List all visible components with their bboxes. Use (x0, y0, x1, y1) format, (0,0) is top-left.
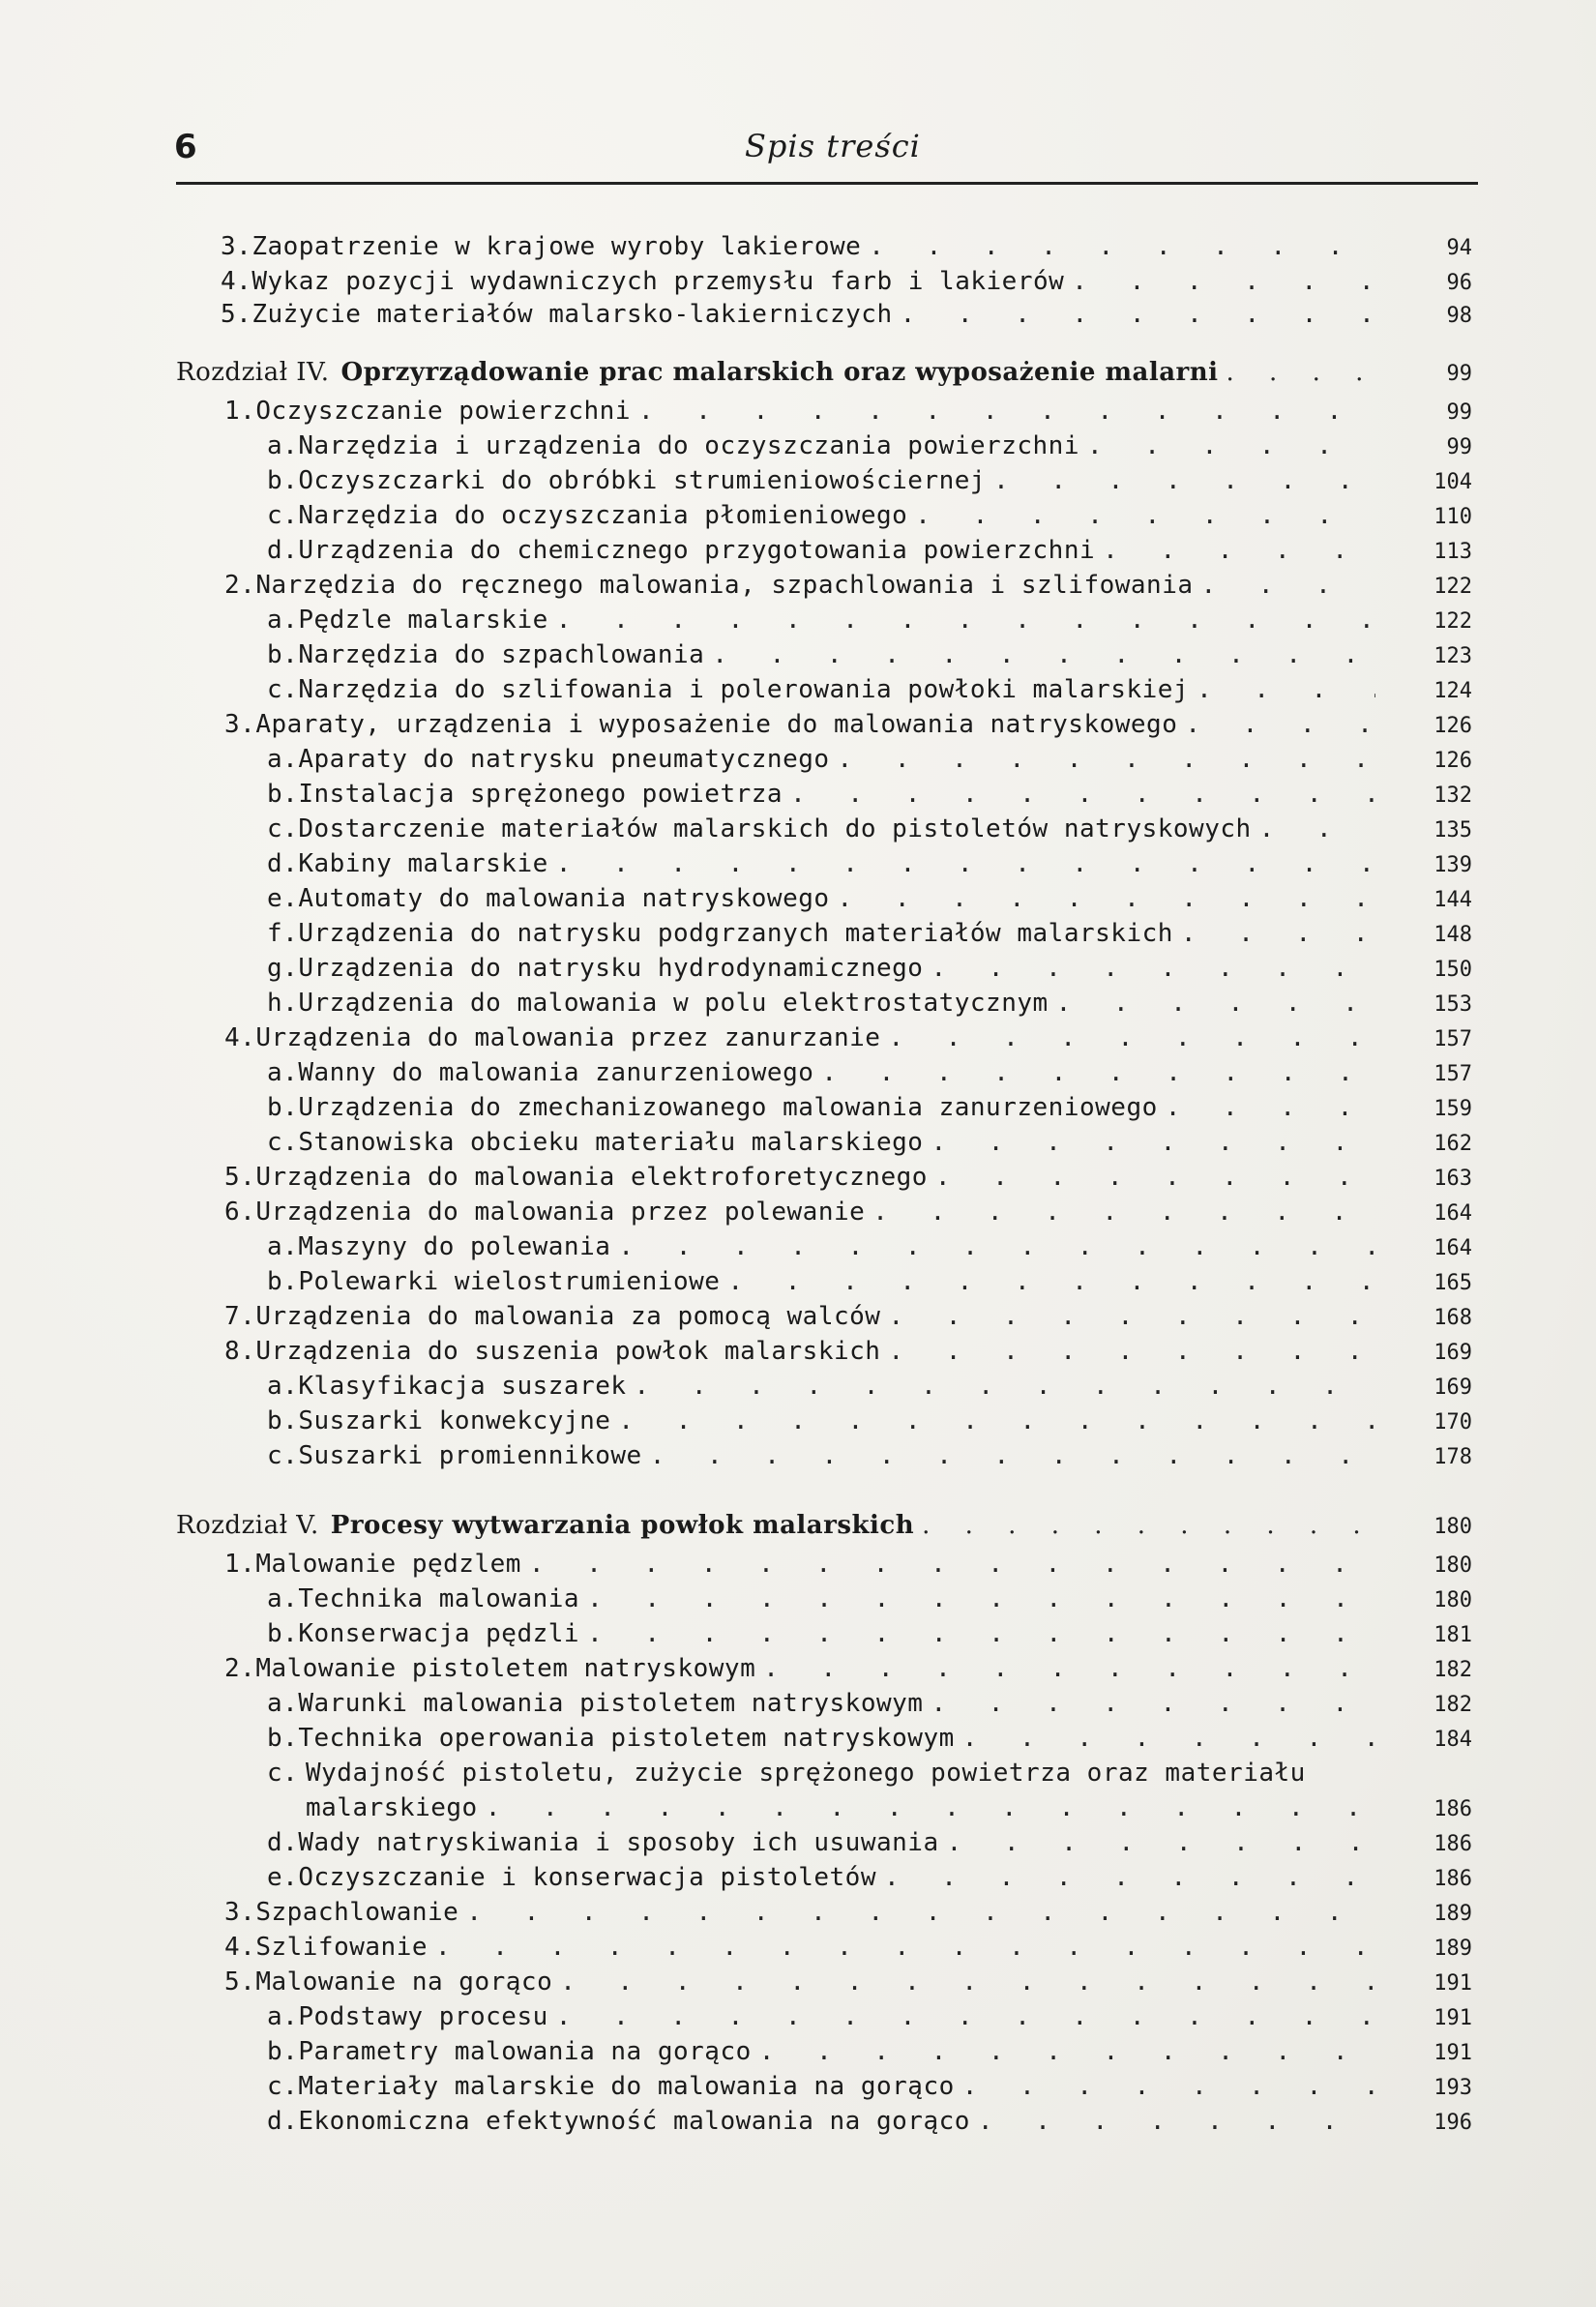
page-ref: 180 (1433, 1515, 1472, 1539)
page-ref: 169 (1433, 1375, 1472, 1400)
page-ref: 104 (1433, 470, 1472, 494)
toc-entry (224, 1337, 1383, 1370)
entry-number: c. (267, 1128, 299, 1157)
leader-dots (821, 1058, 1375, 1087)
entry-label: Urządzenia do suszenia powłok malarskich (255, 1337, 881, 1366)
page-ref: 191 (1433, 2041, 1472, 2065)
toc-entry (221, 267, 1383, 300)
leader-dots (962, 1724, 1375, 1753)
page-ref: 99 (1446, 362, 1472, 386)
leader-dots (869, 232, 1375, 261)
page-ref: 182 (1433, 1658, 1472, 1682)
toc-entry (224, 1163, 1383, 1196)
entry-number: d. (267, 1828, 299, 1857)
page-ref: 181 (1433, 1623, 1472, 1647)
page-ref: 186 (1433, 1867, 1472, 1891)
entry-number: 4. (221, 267, 252, 296)
toc-entry (221, 300, 1383, 333)
entry-number: 3. (224, 710, 256, 739)
page-ref: 180 (1433, 1588, 1472, 1612)
entry-label: Urządzenia do chemicznego przygotowania powierzchni (298, 536, 1096, 565)
entry-label: Szlifowanie (255, 1933, 428, 1962)
page-ref: 132 (1433, 784, 1472, 808)
entry-number: b. (267, 1406, 299, 1435)
entry-number: c. (267, 501, 299, 530)
toc-entry (224, 1898, 1383, 1931)
page-ref: 122 (1433, 575, 1472, 599)
entry-label: Zaopatrzenie w krajowe wyroby lakierowe (251, 232, 862, 261)
toc-entry (224, 1550, 1383, 1582)
toc-entry (267, 1372, 1383, 1405)
page-ref: 169 (1433, 1341, 1472, 1365)
toc-entry (267, 1128, 1383, 1161)
entry-number: 4. (224, 1933, 256, 1962)
page-ref: 110 (1433, 505, 1472, 529)
entry-number: b. (267, 640, 299, 669)
leader-dots (587, 1619, 1375, 1648)
leader-dots (962, 2072, 1375, 2101)
toc-entry (267, 675, 1383, 708)
toc-entry (267, 814, 1383, 847)
leader-dots (1197, 675, 1375, 704)
toc-entry (267, 1759, 1383, 1791)
leader-dots (1259, 814, 1375, 843)
toc-entry (267, 1584, 1383, 1617)
leader-dots (486, 1793, 1375, 1822)
entry-label: Wydajność pistoletu, zużycie sprężonego powietrza oraz materiału (306, 1759, 1306, 1788)
toc-entry (267, 640, 1383, 673)
page-ref: 186 (1433, 1797, 1472, 1821)
entry-number: c. (267, 675, 299, 704)
entry-label: Stanowiska obcieku materiału malarskiego (298, 1128, 924, 1157)
entry-label: Instalacja sprężonego powietrza (298, 780, 783, 809)
entry-label: Oczyszczanie powierzchni (255, 397, 631, 426)
leader-dots (1181, 919, 1375, 948)
leader-dots (618, 1406, 1375, 1435)
toc-entry (267, 1828, 1383, 1861)
page-ref: 126 (1433, 749, 1472, 773)
leader-dots (556, 2002, 1375, 2031)
entry-number: h. (267, 989, 299, 1018)
leader-dots (727, 1267, 1375, 1296)
page-ref: 164 (1433, 1236, 1472, 1260)
entry-number: e. (267, 884, 299, 913)
page-ref: 123 (1433, 644, 1472, 668)
leader-dots (1072, 267, 1375, 296)
leader-dots (1056, 989, 1375, 1018)
leader-dots (638, 397, 1375, 426)
leader-dots (888, 1023, 1375, 1052)
entry-number: 2. (224, 1654, 256, 1683)
leader-dots (838, 884, 1375, 913)
chapter-number: Rozdział IV. (176, 358, 330, 387)
entry-number: b. (267, 780, 299, 809)
leader-dots (1103, 536, 1375, 565)
entry-label: Klasyfikacja suszarek (298, 1372, 627, 1401)
entry-number: 5. (221, 300, 252, 329)
page-ref: 162 (1433, 1132, 1472, 1156)
leader-dots (1166, 1093, 1375, 1122)
leader-dots (435, 1933, 1375, 1962)
entry-number: 1. (224, 397, 256, 426)
entry-label: Konserwacja pędzli (298, 1619, 580, 1648)
leader-dots (993, 466, 1375, 495)
entry-number: e. (267, 1863, 299, 1892)
leader-dots (763, 1654, 1375, 1683)
entry-number: 7. (224, 1302, 256, 1331)
entry-label: Urządzenia do malowania przez polewanie (255, 1198, 866, 1227)
entry-label: Narzędzia do ręcznego malowania, szpachlowania i szlifowania (255, 571, 1194, 600)
leader-dots (650, 1441, 1375, 1470)
page-ref: 150 (1433, 958, 1472, 982)
page-ref: 96 (1446, 271, 1472, 295)
leader-dots (915, 501, 1375, 530)
leader-dots (556, 849, 1375, 878)
entry-number: a. (267, 745, 299, 774)
entry-label: Narzędzia do szpachlowania (298, 640, 705, 669)
page-ref: 189 (1433, 1937, 1472, 1961)
entry-label: Urządzenia do malowania w polu elektrostatycznym (298, 989, 1049, 1018)
entry-label: Malowanie pędzlem (255, 1550, 521, 1579)
leader-dots (888, 1302, 1375, 1331)
leader-dots (1087, 431, 1375, 460)
page-ref: 148 (1433, 923, 1472, 947)
entry-number: b. (267, 1093, 299, 1122)
entry-label: Narzędzia do oczyszczania płomieniowego (298, 501, 908, 530)
toc-entry (267, 1406, 1383, 1439)
leader-dots (635, 1372, 1375, 1401)
entry-number: d. (267, 2107, 299, 2136)
page-ref: 193 (1433, 2076, 1472, 2100)
toc-entry (267, 1619, 1383, 1652)
toc-entry (267, 2072, 1383, 2105)
toc-entry (224, 1302, 1383, 1335)
page-ref: 113 (1433, 540, 1472, 564)
toc-entry (267, 2002, 1383, 2035)
entry-label: Zużycie materiałów malarsko-lakierniczych (251, 300, 893, 329)
entry-number: 2. (224, 571, 256, 600)
page-ref: 94 (1446, 236, 1472, 260)
entry-number: a. (267, 606, 299, 635)
toc-entry (267, 501, 1383, 534)
page-ref: 180 (1433, 1553, 1472, 1578)
entry-number: b. (267, 1724, 299, 1753)
entry-label: Urządzenia do natrysku podgrzanych materiałów malarskich (298, 919, 1173, 948)
page-ref: 191 (1433, 1971, 1472, 1996)
page-ref: 191 (1433, 2006, 1472, 2030)
entry-label: Urządzenia do malowania za pomocą walców (255, 1302, 881, 1331)
entry-label: Pędzle malarskie (298, 606, 548, 635)
toc-entry (267, 919, 1383, 952)
entry-number: 3. (221, 232, 252, 261)
toc-entry (267, 606, 1383, 638)
entry-label: Aparaty, urządzenia i wyposażenie do malowania natryskowego (255, 710, 1178, 739)
toc-entry (267, 1232, 1383, 1265)
entry-number: g. (267, 954, 299, 983)
entry-label: Wykaz pozycji wydawniczych przemysłu farb i lakierów (251, 267, 1065, 296)
leader-dots (1201, 571, 1375, 600)
page-number: 6 (174, 128, 197, 166)
leader-dots (947, 1828, 1375, 1857)
leader-dots (922, 1511, 1375, 1540)
toc-entry (267, 2037, 1383, 2070)
entry-label: Aparaty do natrysku pneumatycznego (298, 745, 830, 774)
leader-dots (618, 1232, 1375, 1261)
toc-entry (267, 1724, 1383, 1757)
page-ref: 98 (1446, 304, 1472, 328)
entry-number: c. (267, 1441, 299, 1470)
toc-entry (224, 1654, 1383, 1687)
entry-number: 1. (224, 1550, 256, 1579)
leader-dots (872, 1198, 1375, 1227)
toc-entry (221, 232, 1383, 265)
toc-chapter-row (176, 1511, 1383, 1544)
page-ref: 165 (1433, 1271, 1472, 1295)
page-ref: 196 (1433, 2111, 1472, 2135)
leader-dots (759, 2037, 1375, 2066)
entry-number: b. (267, 1267, 299, 1296)
chapter-title: Procesy wytwarzania powłok malarskich (330, 1511, 915, 1540)
toc-entry (267, 954, 1383, 987)
entry-number: c. (267, 2072, 299, 2101)
entry-number: b. (267, 466, 299, 495)
toc-entry (267, 849, 1383, 882)
page-ref: 124 (1433, 679, 1472, 703)
entry-number: a. (267, 1689, 299, 1718)
toc-entry (224, 1933, 1383, 1966)
entry-number: d. (267, 849, 299, 878)
page-ref: 135 (1433, 818, 1472, 843)
entry-label: Suszarki konwekcyjne (298, 1406, 611, 1435)
page-ref: 170 (1433, 1410, 1472, 1434)
chapter-title: Oprzyrządowanie prac malarskich oraz wyposażenie malarni (340, 358, 1219, 387)
entry-label: Urządzenia do natrysku hydrodynamicznego (298, 954, 924, 983)
entry-label: Oczyszczarki do obróbki strumieniowościernej (298, 466, 987, 495)
entry-label: Materiały malarskie do malowania na gorąco (298, 2072, 955, 2101)
toc-chapter-row (176, 358, 1383, 391)
entry-number: 4. (224, 1023, 256, 1052)
leader-dots (587, 1584, 1375, 1613)
entry-label: Narzędzia i urządzenia do oczyszczania powierzchni (298, 431, 1079, 460)
page-ref: 126 (1433, 714, 1472, 738)
entry-number: 8. (224, 1337, 256, 1366)
page-ref: 178 (1433, 1445, 1472, 1469)
leader-dots (1185, 710, 1375, 739)
entry-number: a. (267, 1232, 299, 1261)
entry-number: a. (267, 431, 299, 460)
entry-label: Dostarczenie materiałów malarskich do pistoletów natryskowych (298, 814, 1252, 843)
toc-entry (267, 1441, 1383, 1474)
page-ref: 99 (1446, 435, 1472, 459)
entry-continuation (306, 1793, 1383, 1826)
entry-number: 6. (224, 1198, 256, 1227)
page-ref: 186 (1433, 1832, 1472, 1856)
leader-dots (931, 1128, 1375, 1157)
leader-dots (888, 1337, 1375, 1366)
toc-entry (267, 536, 1383, 569)
page-ref: 168 (1433, 1306, 1472, 1330)
entry-label-continuation: malarskiego (306, 1793, 478, 1822)
entry-label: Warunki malowania pistoletem natryskowym (298, 1689, 924, 1718)
page-ref: 164 (1433, 1201, 1472, 1226)
entry-label: Urządzenia do malowania elektroforetycznego (255, 1163, 928, 1192)
toc-entry (224, 1198, 1383, 1230)
leader-dots (790, 780, 1375, 809)
entry-label: Malowanie na gorąco (255, 1967, 553, 1996)
toc-entry (267, 884, 1383, 917)
toc-entry (224, 1023, 1383, 1056)
toc-entry (267, 466, 1383, 499)
entry-label: Szpachlowanie (255, 1898, 459, 1927)
page-ref: 163 (1433, 1167, 1472, 1191)
entry-number: c. (267, 814, 299, 843)
toc-entry (224, 710, 1383, 743)
page-ref: 139 (1433, 853, 1472, 877)
leader-dots (978, 2107, 1375, 2136)
toc-entry (267, 1863, 1383, 1896)
page-ref: 157 (1433, 1062, 1472, 1086)
page-ref: 159 (1433, 1097, 1472, 1121)
toc-entry (267, 780, 1383, 813)
entry-label: Automaty do malowania natryskowego (298, 884, 830, 913)
toc-entry (267, 1267, 1383, 1300)
entry-number: 5. (224, 1163, 256, 1192)
leader-dots (931, 1689, 1375, 1718)
entry-label: Suszarki promiennikowe (298, 1441, 642, 1470)
entry-number: a. (267, 1372, 299, 1401)
toc-entry (267, 1093, 1383, 1126)
page-ref: 144 (1433, 888, 1472, 912)
entry-label: Malowanie pistoletem natryskowym (255, 1654, 756, 1683)
entry-number: a. (267, 1058, 299, 1087)
toc-entry (224, 397, 1383, 429)
entry-number: 5. (224, 1967, 256, 1996)
toc-entry (267, 2107, 1383, 2140)
leader-dots (712, 640, 1375, 669)
entry-number: c. (267, 1759, 299, 1788)
page-ref: 153 (1433, 992, 1472, 1017)
entry-label: Urządzenia do zmechanizowanego malowania zanurzeniowego (298, 1093, 1158, 1122)
leader-dots (1227, 358, 1375, 387)
leader-dots (901, 300, 1375, 329)
page-ref: 182 (1433, 1693, 1472, 1717)
entry-label: Urządzenia do malowania przez zanurzanie (255, 1023, 881, 1052)
toc-entry (224, 1967, 1383, 2000)
leader-dots (931, 954, 1375, 983)
entry-label: Wady natryskiwania i sposoby ich usuwania (298, 1828, 939, 1857)
page-ref: 189 (1433, 1902, 1472, 1926)
page-ref: 122 (1433, 609, 1472, 634)
entry-number: b. (267, 1619, 299, 1648)
entry-label: Parametry malowania na gorąco (298, 2037, 752, 2066)
entry-label: Technika malowania (298, 1584, 580, 1613)
entry-label: Technika operowania pistoletem natryskowym (298, 1724, 955, 1753)
leader-dots (466, 1898, 1375, 1927)
toc-entry (224, 571, 1383, 604)
entry-number: a. (267, 2002, 299, 2031)
entry-label: Ekonomiczna efektywność malowania na gorąco (298, 2107, 970, 2136)
leader-dots (529, 1550, 1375, 1579)
leader-dots (884, 1863, 1375, 1892)
toc-entry (267, 1689, 1383, 1722)
entry-number: a. (267, 1584, 299, 1613)
entry-label: Polewarki wielostrumieniowe (298, 1267, 721, 1296)
page-ref: 157 (1433, 1027, 1472, 1051)
page-title: Spis treści (745, 128, 921, 164)
entry-number: f. (267, 919, 299, 948)
toc-entry (267, 1058, 1383, 1091)
page-ref: 184 (1433, 1728, 1472, 1752)
leader-dots (935, 1163, 1375, 1192)
toc-entry (267, 989, 1383, 1021)
toc-entry (267, 745, 1383, 778)
entry-label: Narzędzia do szlifowania i polerowania powłoki malarskiej (298, 675, 1190, 704)
toc-entry (267, 431, 1383, 464)
chapter-number: Rozdział V. (176, 1511, 319, 1540)
page-ref: 99 (1446, 400, 1472, 425)
entry-label: Maszyny do polewania (298, 1232, 611, 1261)
entry-label: Podstawy procesu (298, 2002, 548, 2031)
entry-number: d. (267, 536, 299, 565)
entry-label: Wanny do malowania zanurzeniowego (298, 1058, 814, 1087)
leader-dots (560, 1967, 1375, 1996)
entry-number: 3. (224, 1898, 256, 1927)
entry-label: Oczyszczanie i konserwacja pistoletów (298, 1863, 876, 1892)
leader-dots (838, 745, 1375, 774)
leader-dots (556, 606, 1375, 635)
entry-number: b. (267, 2037, 299, 2066)
entry-label: Kabiny malarskie (298, 849, 548, 878)
